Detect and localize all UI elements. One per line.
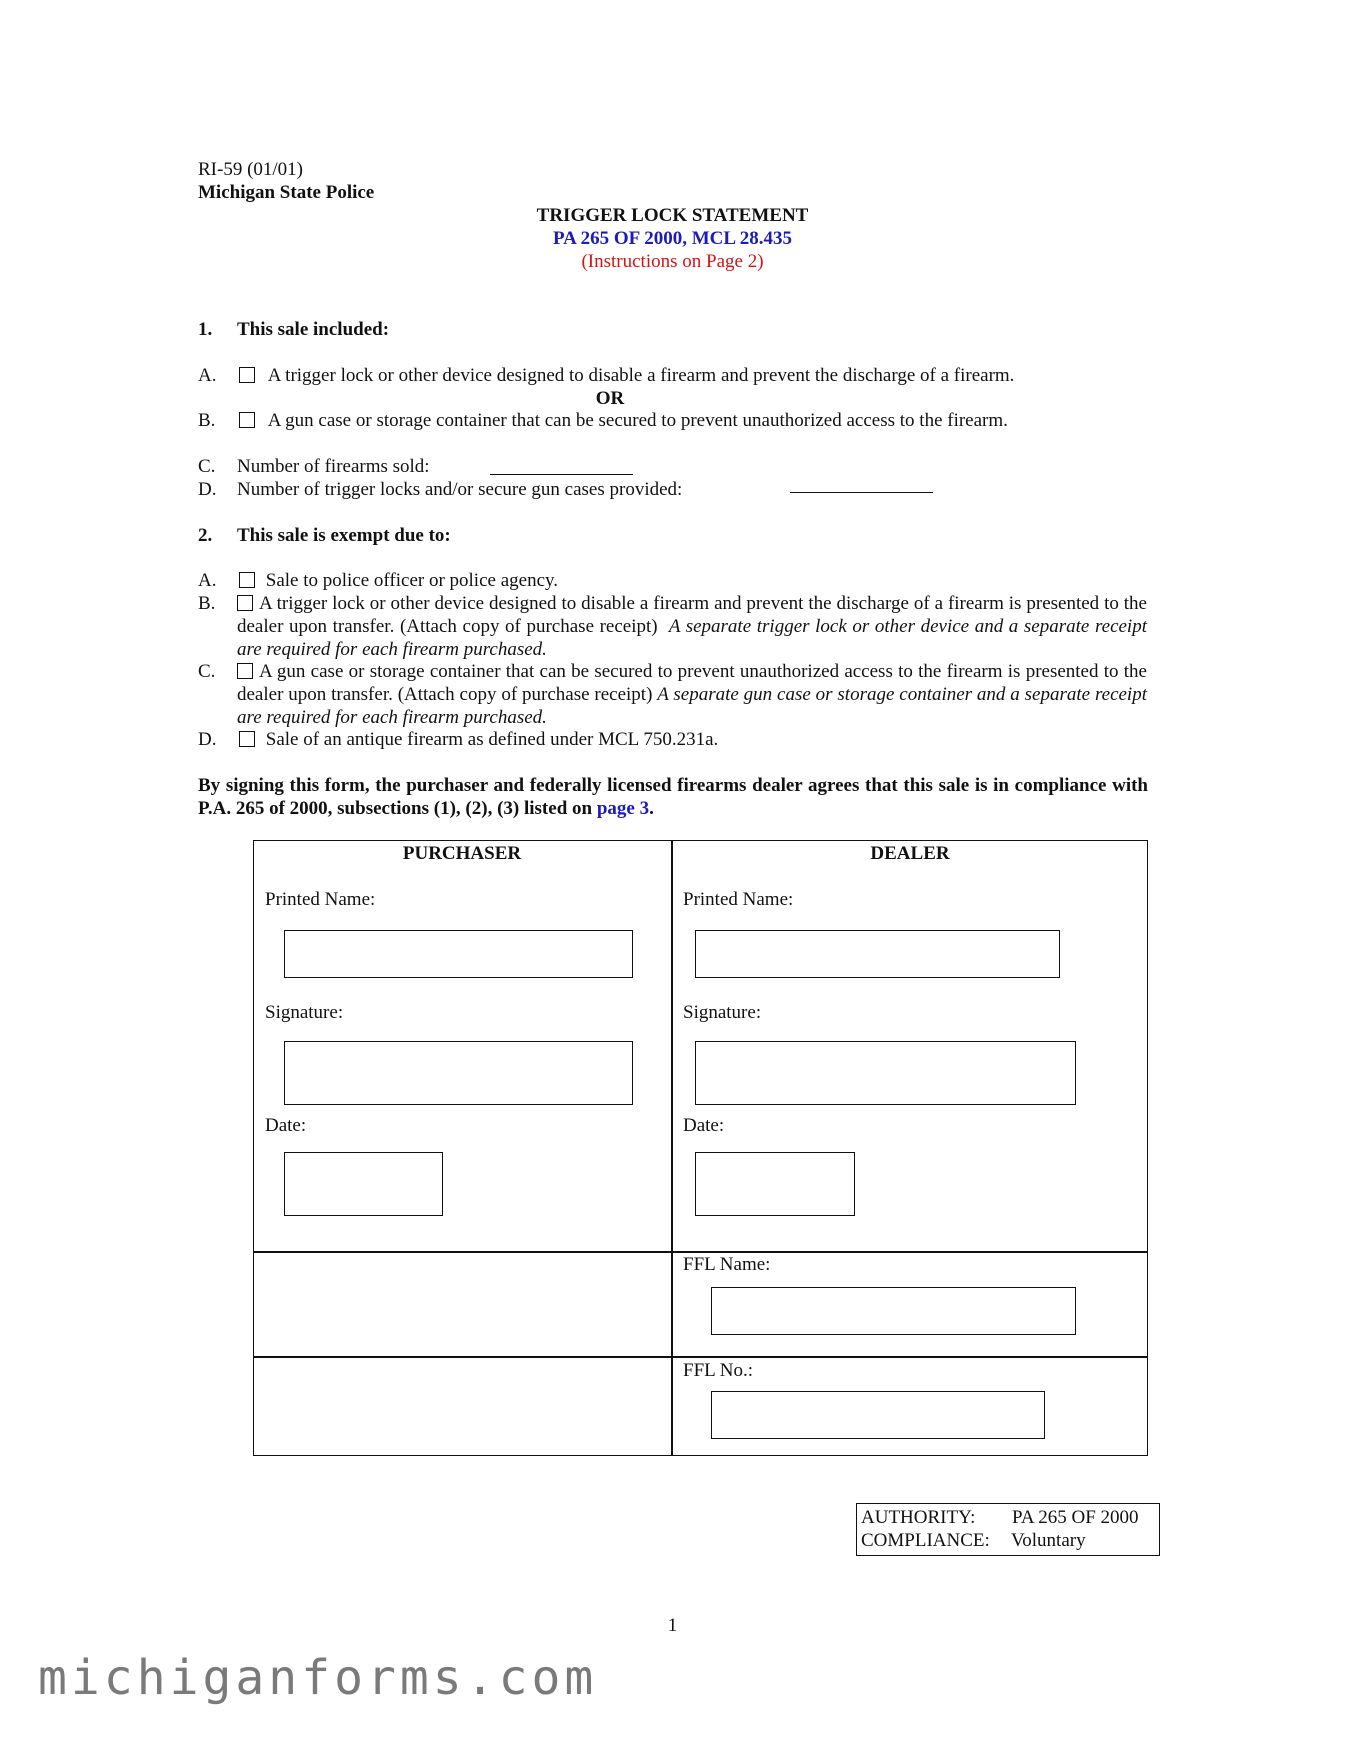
s2-item-a-checkbox[interactable] [239,572,255,588]
agency-name: Michigan State Police [198,182,375,203]
compliance-label: COMPLIANCE: [861,1530,990,1551]
purchaser-signature-field[interactable] [284,1041,633,1105]
s2-item-c-text: A gun case or storage container that can be secured to prevent unauthorized access to the firearm is presented to the dealer upon transfer. (Attach copy of purchase receipt) [237,661,1147,705]
s2-item-a-text: Sale to police officer or police agency. [265,570,559,591]
section2-heading: This sale is exempt due to: [237,525,451,546]
s2-item-b-paragraph [237,592,1147,661]
purchaser-date-field[interactable] [284,1152,443,1216]
section1-number: 1. [198,319,213,340]
firearms-sold-input[interactable] [490,474,633,475]
purchaser-date-label: Date: [265,1115,307,1136]
s2-item-b-note: A separate trigger lock or other device and a separate receipt are required for each firearm purchased. [237,616,1147,660]
s1-item-c-letter: C. [198,456,216,477]
s1-item-a-letter: A. [198,365,217,386]
dealer-signature-label: Signature: [683,1002,762,1023]
ffl-name-label: FFL Name: [683,1254,771,1275]
instructions-note: (Instructions on Page 2) [581,251,764,272]
s2-item-c-note: A separate gun case or storage container and a separate receipt are required for each firearm purchased. [237,684,1147,728]
s2-item-a-letter: A. [198,570,217,591]
section2-number: 2. [198,525,213,546]
s2-item-b-checkbox[interactable] [237,595,253,611]
statute-reference: PA 265 OF 2000, MCL 28.435 [552,228,793,249]
form-code: RI-59 (01/01) [198,159,304,180]
or-label: OR [595,388,625,409]
dealer-heading: DEALER [870,843,950,864]
s1-item-b-text: A gun case or storage container that can be secured to prevent unauthorized access to the firearm. [267,410,1008,431]
purchaser-printed-name-field[interactable] [284,930,633,978]
agreement-text: By signing this form, the purchaser and federally licensed firearms dealer agrees that this sale is in compliance with P.A. 265 of 2000, subsections (1), (2), (3) listed on [198,775,1148,819]
watermark-text: michiganforms.com [38,1650,598,1706]
agreement-statement [198,774,1148,820]
ffl-no-field[interactable] [711,1391,1045,1439]
s2-item-c-letter: C. [198,661,216,682]
dealer-date-field[interactable] [695,1152,855,1216]
s1-item-a-text: A trigger lock or other device designed to disable a firearm and prevent the discharge of a firearm. [267,365,1015,386]
section1-heading: This sale included: [237,319,390,340]
page3-link[interactable]: page 3 [596,798,650,819]
page-number: 1 [667,1615,678,1636]
s1-item-c-text: Number of firearms sold: [237,456,430,477]
purchaser-printed-name-label: Printed Name: [265,889,376,910]
ffl-name-field[interactable] [711,1287,1076,1335]
s2-item-d-checkbox[interactable] [239,731,255,747]
authority-box [856,1503,1160,1556]
dealer-date-label: Date: [683,1115,725,1136]
table-row-divider-2 [253,1356,1148,1358]
s2-item-c-paragraph [237,660,1147,729]
dealer-signature-field[interactable] [695,1041,1076,1105]
s2-item-d-text: Sale of an antique firearm as defined under MCL 750.231a. [265,729,719,750]
authority-label: AUTHORITY: [861,1507,976,1528]
s2-item-b-text: A trigger lock or other device designed to disable a firearm and prevent the discharge of a firearm is presented to the dealer upon transfer. (Attach copy of purchase receipt) [237,593,1147,637]
purchaser-heading: PURCHASER [402,843,522,864]
table-column-divider [671,840,673,1456]
compliance-value: Voluntary [1011,1530,1086,1551]
locks-provided-input[interactable] [790,492,933,493]
ffl-no-label: FFL No.: [683,1360,754,1381]
s2-item-b-letter: B. [198,593,216,614]
s2-item-c-checkbox[interactable] [237,663,253,679]
form-title: TRIGGER LOCK STATEMENT [536,205,809,226]
s2-item-d-letter: D. [198,729,217,750]
authority-value: PA 265 OF 2000 [1012,1507,1139,1528]
s1-item-a-checkbox[interactable] [239,367,255,383]
dealer-printed-name-label: Printed Name: [683,889,794,910]
purchaser-signature-label: Signature: [265,1002,344,1023]
s1-item-b-checkbox[interactable] [239,412,255,428]
agreement-end: . [649,798,654,819]
s1-item-b-letter: B. [198,410,216,431]
s1-item-d-text: Number of trigger locks and/or secure gun cases provided: [237,479,683,500]
dealer-printed-name-field[interactable] [695,930,1060,978]
s1-item-d-letter: D. [198,479,217,500]
